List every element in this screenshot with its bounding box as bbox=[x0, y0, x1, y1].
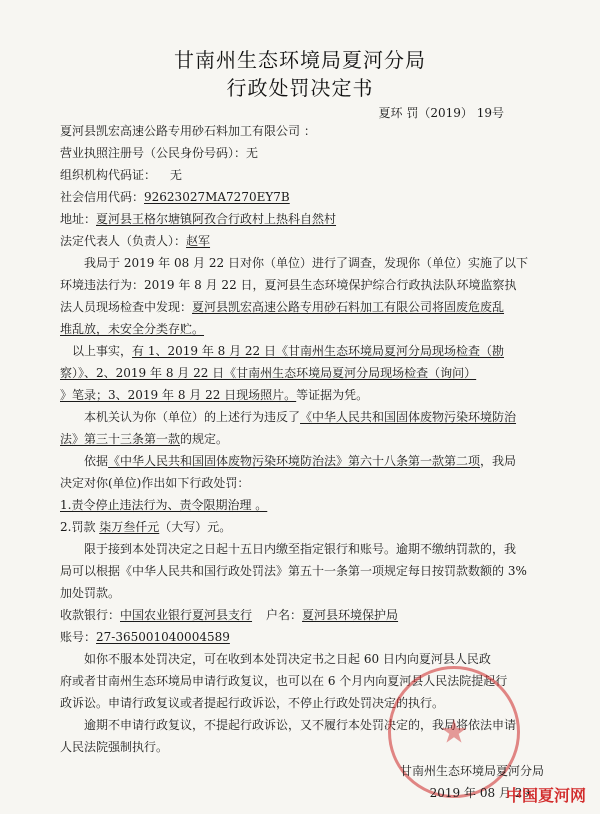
bank-value: 中国农业银行夏河县支行 bbox=[120, 608, 253, 622]
address-label: 地址： bbox=[60, 212, 97, 226]
license-label: 营业执照注册号（公民身份号码）： bbox=[60, 146, 247, 160]
appeal-line-3: 政诉讼。申请行政复议或者提起行政诉讼，不停止行政处罚决定的执行。 bbox=[60, 696, 445, 710]
penalty-item-2: 2.罚款 柒万叁仟元（大写）元。 bbox=[60, 520, 232, 534]
signature-date: 2019 年 08 月 29 bbox=[429, 786, 530, 800]
license-row bbox=[60, 146, 258, 160]
account-label: 账号： bbox=[60, 630, 97, 644]
bank-label: 收款银行： bbox=[60, 608, 121, 622]
violation-line-2: 法》第三十三条第一款的规定。 bbox=[60, 432, 229, 446]
appeal-line-1: 如你不服本处罚决定，可在收到本处罚决定书之日起 60 日内向夏河县人民政 bbox=[84, 652, 491, 666]
official-seal-icon bbox=[388, 666, 520, 798]
evidence-line-3: 》笔录；3、2019 年 8 月 22 日现场照片。等证据为凭。 bbox=[60, 388, 369, 402]
credit-code-label: 社会信用代码： bbox=[60, 190, 145, 204]
org-code-value: 无 bbox=[170, 168, 183, 182]
account-row bbox=[60, 630, 230, 644]
license-value: 无 bbox=[246, 146, 259, 160]
payment-line-3: 加处罚款。 bbox=[60, 586, 121, 600]
basis-line-1: 依据《中华人民共和国固体废物污染环境防治法》第六十八条第一款第二项，我局 bbox=[84, 454, 517, 468]
address-row bbox=[60, 212, 336, 226]
payee-value: 夏河县环境保护局 bbox=[302, 608, 399, 622]
enforcement-line-1: 逾期不申请行政复议，不提起行政诉讼，又不履行本处罚决定的，我局将依法申请 bbox=[84, 718, 517, 732]
document-title-line2: 行政处罚决定书 bbox=[226, 76, 374, 100]
fact-line-4: 堆乱放，未安全分类存贮。 bbox=[60, 322, 205, 336]
fact-line-3: 法人员现场检查中发现：夏河县凯宏高速公路专用砂石料加工有限公司将固废危废乱 bbox=[60, 300, 505, 314]
evidence-line-1: 以上事实，有 1、2019 年 8 月 22 日《甘南州生态环境局夏河分局现场检查（勘 bbox=[72, 344, 504, 358]
payment-line-2: 局可以根据《中华人民共和国行政处罚法》第五十一条第一项规定每日按罚款数额的 3% bbox=[60, 564, 527, 578]
fact-line-2: 环境违法行为：2019 年 8 月 22 日，夏河县生态环境保护综合行政执法队环境监察执 bbox=[60, 278, 517, 292]
signature-org: 甘南州生态环境局夏河分局 bbox=[399, 764, 544, 778]
account-value: 27-365001040004589 bbox=[96, 630, 230, 644]
representative-value: 赵军 bbox=[186, 234, 211, 248]
party-company: 夏河县凯宏高速公路专用砂石料加工有限公司 ： bbox=[60, 124, 316, 138]
org-code-row bbox=[60, 168, 182, 182]
appeal-line-2: 府或者甘南州生态环境局申请行政复议，也可以在 6 个月内向夏河县人民法院提起行 bbox=[60, 674, 508, 688]
credit-code-value: 92623027MA7270EY7B bbox=[144, 190, 290, 204]
credit-code-row bbox=[60, 190, 290, 204]
representative-label: 法定代表人（负责人）： bbox=[60, 234, 187, 248]
bank-row bbox=[60, 608, 398, 622]
enforcement-line-2: 人民法院强制执行。 bbox=[60, 740, 169, 754]
violation-line-1: 本机关认为你（单位）的上述行为违反了《中华人民共和国固体废物污染环境防治 bbox=[84, 410, 517, 424]
evidence-line-2: 察）》、2、2019 年 8 月 22 日《甘南州生态环境局夏河分局现场检查（询问） bbox=[60, 366, 477, 380]
document-number: 夏环 罚（2019） 19号 bbox=[378, 106, 504, 120]
penalty-item-1: 1.责令停止违法行为、责令限期治理 。 bbox=[60, 498, 268, 512]
payment-line-1: 限于接到本处罚决定之日起十五日内缴至指定银行和账号。逾期不缴纳罚款的，我 bbox=[84, 542, 517, 556]
org-code-label: 组织机构代码证： bbox=[60, 168, 157, 182]
fact-line-1: 我局于 2019 年 08 月 22 日对你（单位）进行了调查，发现你（单位）实施了以下 bbox=[84, 256, 528, 270]
address-value: 夏河县王格尔塘镇阿孜合行政村上热科自然村 bbox=[96, 212, 337, 226]
site-watermark: 中国夏河网 bbox=[505, 786, 586, 805]
payee-label: 户名： bbox=[266, 608, 303, 622]
document-title-line1: 甘南州生态环境局夏河分局 bbox=[174, 48, 426, 72]
representative-row bbox=[60, 234, 210, 248]
basis-line-2: 决定对你(单位)作出如下行政处罚： bbox=[60, 476, 250, 490]
